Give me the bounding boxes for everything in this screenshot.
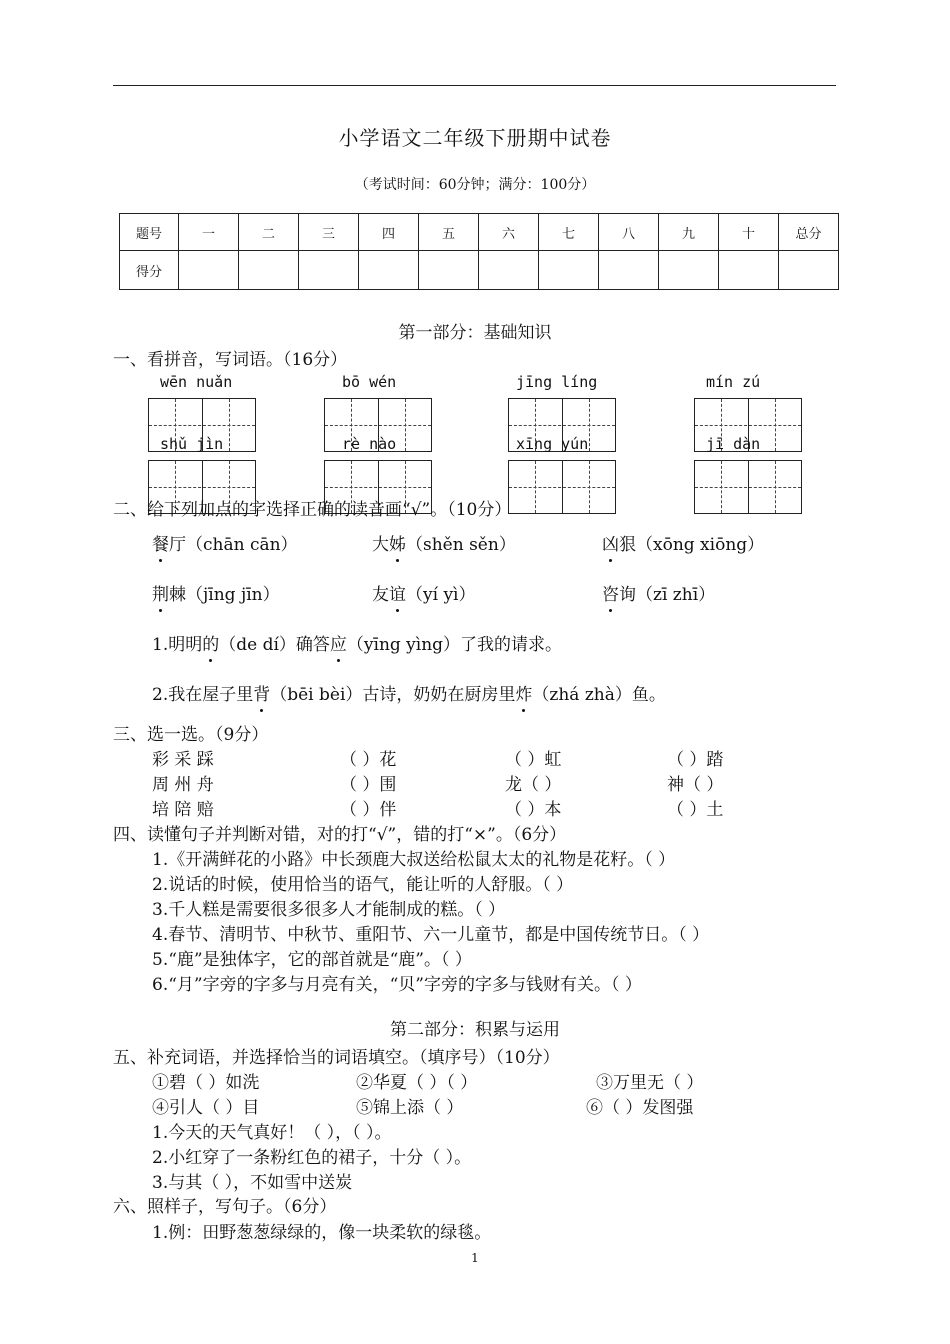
q5-sentence[interactable]: 1.今天的天气真好！（ ），（ ）。 [152, 1123, 392, 1143]
score-header-cell: 五 [419, 214, 479, 251]
q3-blank[interactable]: 龙（ ） [505, 775, 562, 795]
pinyin-label: xīng yún [516, 435, 589, 453]
pinyin-label: shǔ jìn [160, 435, 224, 453]
q5-word-blank[interactable]: ③万里无（ ） [596, 1073, 704, 1093]
q3-blank[interactable]: （ ）围 [340, 775, 397, 795]
q2-s1-dotted-2: 应 [330, 630, 347, 655]
q3-chars: 周 州 舟 [152, 775, 214, 795]
pinyin-label: mín zú [706, 373, 761, 391]
q2-item-dotted-char: 凶 [602, 530, 619, 555]
score-header-cell: 总分 [779, 214, 839, 251]
score-header-row [120, 214, 839, 251]
grid-line [325, 487, 431, 488]
part1-title: 第一部分：基础知识 [398, 323, 552, 343]
q1-title: 一、看拼音，写词语。（16分） [113, 350, 348, 370]
q3-blank[interactable]: （ ）本 [505, 800, 562, 820]
q2-item-pre: 友 [372, 585, 389, 605]
score-header-cell: 八 [599, 214, 659, 251]
pinyin-label: bō wén [342, 373, 397, 391]
score-input-cell[interactable] [179, 251, 239, 290]
page-title: 小学语文二年级下册期中试卷 [338, 126, 612, 150]
score-header-cell: 题号 [120, 214, 179, 251]
grid-line [149, 487, 255, 488]
writing-grid[interactable] [694, 460, 802, 514]
q5-word-blank[interactable]: ⑤锦上添（ ） [356, 1098, 464, 1118]
q2-item-options[interactable]: 棘（jīng jīn） [169, 585, 280, 605]
q2-item-pre: 大 [372, 535, 389, 555]
score-input-cell[interactable] [239, 251, 299, 290]
pinyin-label: jī dàn [706, 435, 761, 453]
score-header-cell: 三 [299, 214, 359, 251]
score-input-cell[interactable] [719, 251, 779, 290]
q2-item-options[interactable]: 狠（xōng xiōng） [619, 535, 765, 555]
q3-blank[interactable]: （ ）虹 [505, 750, 562, 770]
score-input-cell[interactable] [659, 251, 719, 290]
score-input-cell[interactable] [599, 251, 659, 290]
q3-blank[interactable]: （ ）伴 [340, 800, 397, 820]
score-input-cell[interactable] [419, 251, 479, 290]
q2-s1-text-c[interactable]: （yīng yìng）了我的请求。 [346, 635, 563, 655]
q2-sentence-2 [152, 680, 666, 705]
score-header-cell: 二 [239, 214, 299, 251]
q3-blank[interactable]: （ ）踏 [667, 750, 724, 770]
q2-item [602, 530, 764, 555]
q2-s2-text-b[interactable]: （bēi bèi）古诗，奶奶在厨房里 [270, 685, 516, 705]
q2-item [602, 580, 715, 605]
q3-blank[interactable]: （ ）土 [667, 800, 724, 820]
q5-word-blank[interactable]: ④引人（ ）目 [152, 1098, 260, 1118]
q5-title: 五、补充词语，并选择恰当的词语填空。（填序号）（10分） [113, 1048, 560, 1068]
score-input-cell[interactable] [479, 251, 539, 290]
q4-title: 四、读懂句子并判断对错，对的打“√”，错的打“×”。（6分） [113, 825, 567, 845]
q5-sentence[interactable]: 3.与其（ ），不如雪中送炭 [152, 1173, 353, 1193]
q5-sentence[interactable]: 2.小红穿了一条粉红色的裙子，十分（ ）。 [152, 1148, 472, 1168]
q2-item-options[interactable]: （yí yì） [406, 585, 476, 605]
part2-title: 第二部分：积累与运用 [390, 1020, 560, 1040]
q6-example: 1.例：田野葱葱绿绿的，像一块柔软的绿毯。 [152, 1223, 492, 1243]
q3-title: 三、选一选。（9分） [113, 725, 269, 745]
q2-item-dotted-char: 谊 [389, 580, 406, 605]
q2-s1-dotted-1: 的 [202, 630, 219, 655]
q4-statement[interactable]: 1.《开满鲜花的小路》中长颈鹿大叔送给松鼠太太的礼物是花籽。（ ） [152, 850, 676, 870]
q2-item-dotted-char: 餐 [152, 530, 169, 555]
score-header-cell: 九 [659, 214, 719, 251]
grid-line [149, 425, 255, 426]
writing-grid[interactable] [508, 460, 616, 514]
q4-statement[interactable]: 5.“鹿”是独体字，它的部首就是“鹿”。（ ） [152, 950, 472, 970]
q2-item [372, 580, 476, 605]
q2-s2-text-c[interactable]: （zhá zhà）鱼。 [532, 685, 666, 705]
page-number: 1 [471, 1251, 479, 1265]
score-input-cell[interactable] [299, 251, 359, 290]
q2-item-dotted-char: 咨 [602, 580, 619, 605]
q3-chars: 彩 采 踩 [152, 750, 214, 770]
q2-s2-dotted-1: 背 [253, 680, 270, 705]
q2-item-dotted-char: 荆 [152, 580, 169, 605]
grid-line [509, 425, 615, 426]
exam-subtitle: （考试时间：60分钟；满分：100分） [354, 177, 596, 193]
pinyin-label: jīng líng [516, 373, 598, 391]
score-table [119, 213, 839, 290]
q3-blank[interactable]: （ ）花 [340, 750, 397, 770]
score-input-cell[interactable] [539, 251, 599, 290]
header-rule [113, 85, 836, 86]
q2-s1-text-a: 1.明明 [152, 635, 203, 655]
q2-item-options[interactable]: （shěn sěn） [406, 535, 516, 555]
score-label-cell: 得分 [120, 251, 179, 290]
q4-statement[interactable]: 2.说话的时候，使用恰当的语气，能让听的人舒服。（ ） [152, 875, 574, 895]
q2-s1-text-b[interactable]: （de dí）确答 [219, 635, 330, 655]
q2-title: 二、给下列加点的字选择正确的读音画“√”。（10分） [113, 500, 512, 520]
q4-statement[interactable]: 6.“月”字旁的字多与月亮有关，“贝”字旁的字多与钱财有关。（ ） [152, 975, 642, 995]
q3-chars: 培 陪 赔 [152, 800, 214, 820]
score-value-row [120, 251, 839, 290]
score-header-cell: 四 [359, 214, 419, 251]
q2-item-options[interactable]: 厅（chān cān） [169, 535, 298, 555]
q2-s2-text-a: 2.我在屋子里 [152, 685, 254, 705]
q2-item [372, 530, 516, 555]
q4-statement[interactable]: 3.千人糕是需要很多很多人才能制成的糕。（ ） [152, 900, 506, 920]
grid-line [509, 487, 615, 488]
grid-line [695, 425, 801, 426]
q2-item [152, 580, 280, 605]
q4-statement[interactable]: 4.春节、清明节、中秋节、重阳节、六一儿童节，都是中国传统节日。（ ） [152, 925, 710, 945]
q5-word-blank[interactable]: ①碧（ ）如洗 [152, 1073, 260, 1093]
grid-line [695, 487, 801, 488]
q2-sentence-1 [152, 630, 562, 655]
q2-item [152, 530, 298, 555]
q6-title: 六、照样子，写句子。（6分） [113, 1197, 337, 1217]
q3-blank[interactable]: 神（ ） [667, 775, 724, 795]
score-header-cell: 七 [539, 214, 599, 251]
grid-line [325, 425, 431, 426]
q2-s2-dotted-2: 炸 [515, 680, 532, 705]
q5-word-blank[interactable]: ⑥（ ）发图强 [586, 1098, 694, 1118]
q5-word-blank[interactable]: ②华夏（ ）（ ） [356, 1073, 478, 1093]
pinyin-label: wēn nuǎn [160, 373, 233, 391]
score-header-cell: 一 [179, 214, 239, 251]
q2-item-dotted-char: 姊 [389, 530, 406, 555]
score-input-cell[interactable] [779, 251, 839, 290]
score-input-cell[interactable] [359, 251, 419, 290]
score-header-cell: 十 [719, 214, 779, 251]
pinyin-label: rè nào [342, 435, 397, 453]
q2-item-options[interactable]: 询（zī zhī） [619, 585, 716, 605]
score-header-cell: 六 [479, 214, 539, 251]
